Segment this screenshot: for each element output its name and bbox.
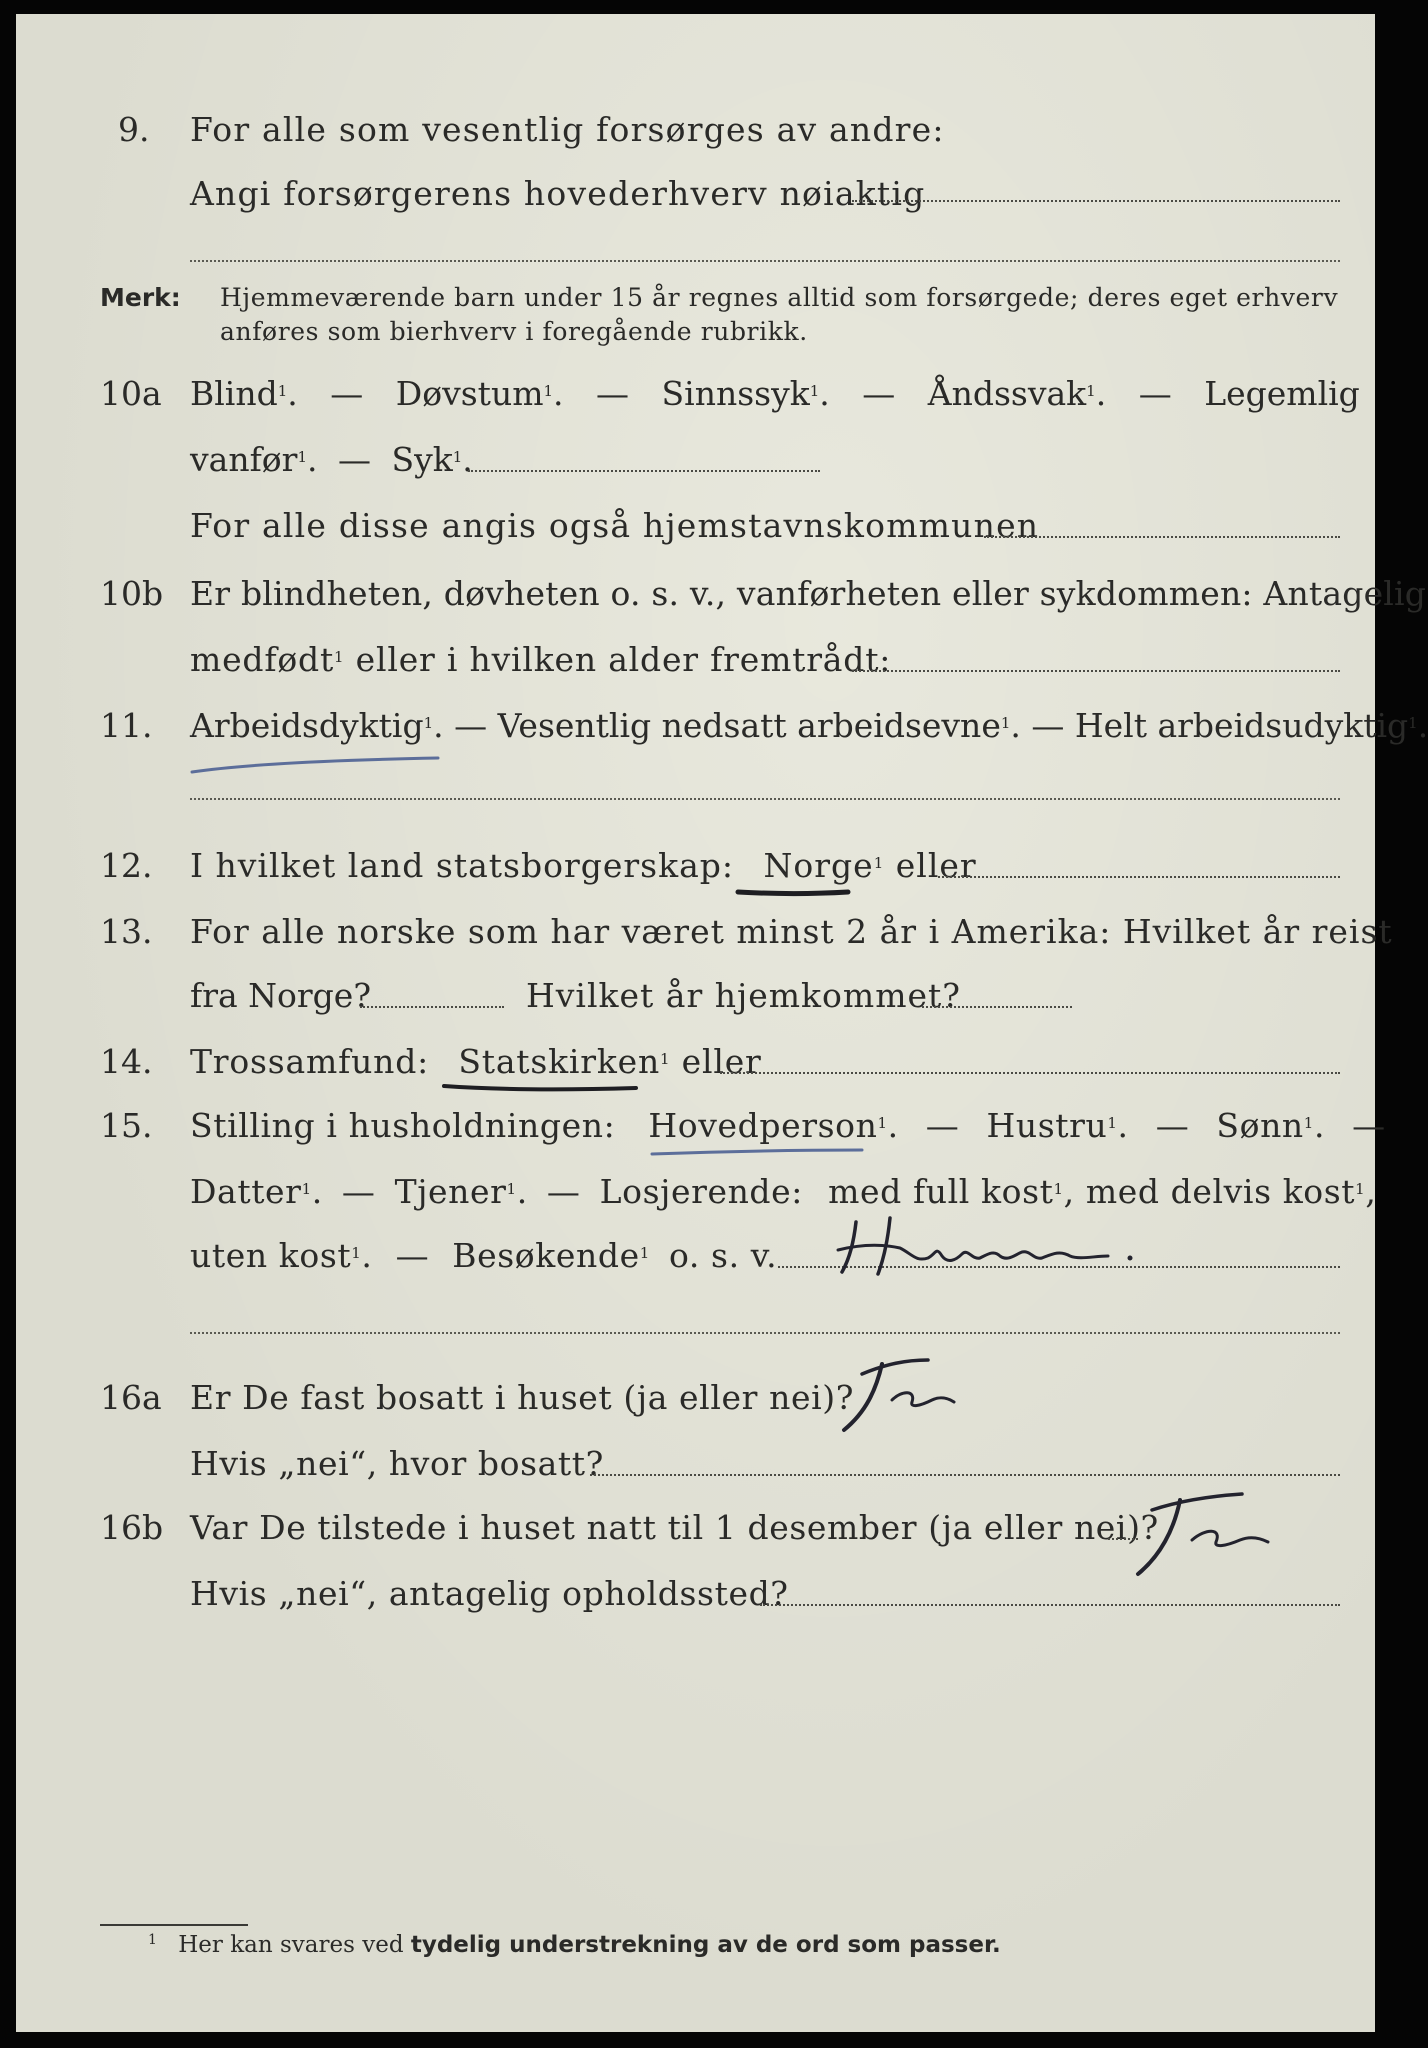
- option-nedsatt: Vesentlig nedsatt arbeidsevne: [497, 706, 1001, 745]
- q13-number: 13.: [100, 912, 153, 951]
- q13-line1: For alle norske som har været minst 2 år i Amerika: Hvilket år reist: [190, 912, 1393, 951]
- q16a-number: 16a: [100, 1378, 162, 1417]
- q9-answer-line-2: [190, 260, 1340, 262]
- q10a-syk-answer-line: [468, 470, 820, 472]
- option-tjener: Tjener: [394, 1172, 507, 1211]
- q15-answer-line: [778, 1266, 1340, 1268]
- q13-hjemkommet-line: [922, 1006, 1072, 1008]
- q12-number: 12.: [100, 846, 153, 885]
- merk-label: Merk:: [100, 283, 181, 312]
- handwritten-ja-16a: [836, 1350, 966, 1440]
- q16b-line2: Hvis „nei“, antagelig opholdssted?: [190, 1574, 789, 1613]
- q11-number: 11.: [100, 706, 153, 745]
- q9-number: 9.: [118, 110, 150, 149]
- q16a-answer-line: [590, 1474, 1340, 1476]
- q10a-line3: For alle disse angis også hjemstavnskommunen: [190, 506, 1040, 545]
- q14-number: 14.: [100, 1042, 153, 1081]
- option-dovstum: Døvstum: [395, 374, 544, 413]
- q9-answer-line: [852, 200, 1340, 202]
- option-udyktig: Helt arbeidsudyktig: [1074, 706, 1409, 745]
- option-syk: Syk: [391, 440, 453, 479]
- q12-line: I hvilket land statsborgerskap: Norge$^1$ eller: [190, 846, 977, 885]
- footnote-text-a: Her kan svares ved: [178, 1932, 404, 1958]
- option-medfodt: medfødt: [190, 640, 335, 679]
- q15-number: 15.: [100, 1106, 153, 1145]
- merk-line2: anføres som bierhverv i foregående rubrikk.: [220, 317, 808, 346]
- q10a-line1: Blind$^1$. — Døvstum$^1$. — Sinnssyk$^1$. — Åndssvak$^1$. — Legemlig: [190, 374, 1360, 413]
- q10a-line2: vanfør$^1$. — Syk$^1$.: [190, 440, 473, 479]
- q10a-kommune-line: [984, 536, 1340, 538]
- q9-line1: For alle som vesentlig forsørges av andre:: [190, 110, 945, 149]
- footnote: [148, 1932, 1001, 1958]
- option-sonn: Sønn: [1216, 1106, 1304, 1145]
- q15-osv: o. s. v.: [668, 1236, 778, 1275]
- footnote-text-b: tydelig understrekning av de ord som passer.: [410, 1932, 1001, 1958]
- option-andssvak: Åndssvak: [927, 374, 1087, 413]
- q15-line3: uten kost$^1$. — Besøkende$^1$ o. s. v.: [190, 1236, 778, 1275]
- census-form-page: [16, 14, 1428, 2032]
- q12-question: I hvilket land statsborgerskap:: [190, 846, 735, 885]
- q14-question: Trossamfund:: [190, 1042, 430, 1081]
- option-med-full-kost: med full kost: [828, 1172, 1054, 1211]
- q16b-line1: Var De tilstede i huset natt til 1 desember (ja eller nei)?: [190, 1508, 1159, 1547]
- footnote-mark: 1: [148, 1932, 157, 1948]
- option-statskirken: Statskirken: [458, 1042, 661, 1081]
- q11-answer-line: [190, 798, 1340, 800]
- q10b-line2: medfødt$^1$ eller i hvilken alder fremtrådt:: [190, 640, 892, 679]
- underline-arbeidsdyktig: [186, 742, 446, 778]
- q9-line2: Angi forsørgerens hovederhverv nøiaktig: [190, 174, 926, 213]
- q16b-answer-line-2: [760, 1604, 1340, 1606]
- option-norge: Norge: [763, 846, 874, 885]
- option-uten-kost: uten kost: [190, 1236, 352, 1275]
- option-legemlig: Legemlig: [1204, 374, 1360, 413]
- q13-reist-line: [360, 1006, 504, 1008]
- option-blind: Blind: [190, 374, 278, 413]
- q15-line2: Datter$^1$. — Tjener$^1$. — Losjerende: med full kost$^1$, med delvis kost$^1$,: [190, 1172, 1377, 1211]
- q14-line: Trossamfund: Statskirken$^1$ eller: [190, 1042, 762, 1081]
- option-hovedperson: Hovedperson: [648, 1106, 878, 1145]
- option-besokende: Besøkende: [452, 1236, 640, 1275]
- q13-hjemkommet: Hvilket år hjemkommet?: [526, 976, 961, 1015]
- q10b-answer-line: [852, 670, 1340, 672]
- option-sinnssyk: Sinnssyk: [661, 374, 810, 413]
- q15-question: Stilling i husholdningen:: [190, 1106, 616, 1145]
- handwritten-husmor: [832, 1210, 1142, 1282]
- q13-fra-norge: fra Norge?: [190, 976, 372, 1015]
- option-arbeidsdyktig: Arbeidsdyktig: [190, 706, 424, 745]
- q16b-answer-line: [1108, 1538, 1138, 1540]
- option-losjerende: Losjerende:: [599, 1172, 804, 1211]
- option-hustru: Hustru: [986, 1106, 1108, 1145]
- q12-answer-line: [938, 876, 1340, 878]
- q15-answer-line-2: [190, 1332, 1340, 1334]
- q10a-number: 10a: [100, 374, 162, 413]
- q14-answer-line: [720, 1072, 1340, 1074]
- merk-line1: Hjemmeværende barn under 15 år regnes alltid som forsørgede; deres eget erhverv: [220, 283, 1339, 312]
- option-datter: Datter: [190, 1172, 302, 1211]
- q11-line: Arbeidsdyktig$^1$. — Vesentlig nedsatt arbeidsevne$^1$. — Helt arbeidsudyktig$^1$.: [190, 706, 1428, 745]
- q10b-number: 10b: [100, 574, 164, 613]
- q12-eller: eller: [895, 846, 977, 885]
- option-vanfor: vanfør: [190, 440, 298, 479]
- q10b-line1: Er blindheten, døvheten o. s. v., vanførheten eller sykdommen: Antagelig: [190, 574, 1427, 613]
- footnote-rule: [100, 1924, 248, 1926]
- q16a-line1: Er De fast bosatt i huset (ja eller nei)?: [190, 1378, 854, 1417]
- q10b-line2-rest: eller i hvilken alder fremtrådt:: [355, 640, 892, 679]
- option-med-delvis-kost: med delvis kost: [1085, 1172, 1356, 1211]
- q16a-line2: Hvis „nei“, hvor bosatt?: [190, 1444, 604, 1483]
- q15-line1: Stilling i husholdningen: Hovedperson$^1$. — Hustru$^1$. — Sønn$^1$. —: [190, 1106, 1386, 1145]
- q16b-number: 16b: [100, 1508, 164, 1547]
- q14-eller: eller: [681, 1042, 762, 1081]
